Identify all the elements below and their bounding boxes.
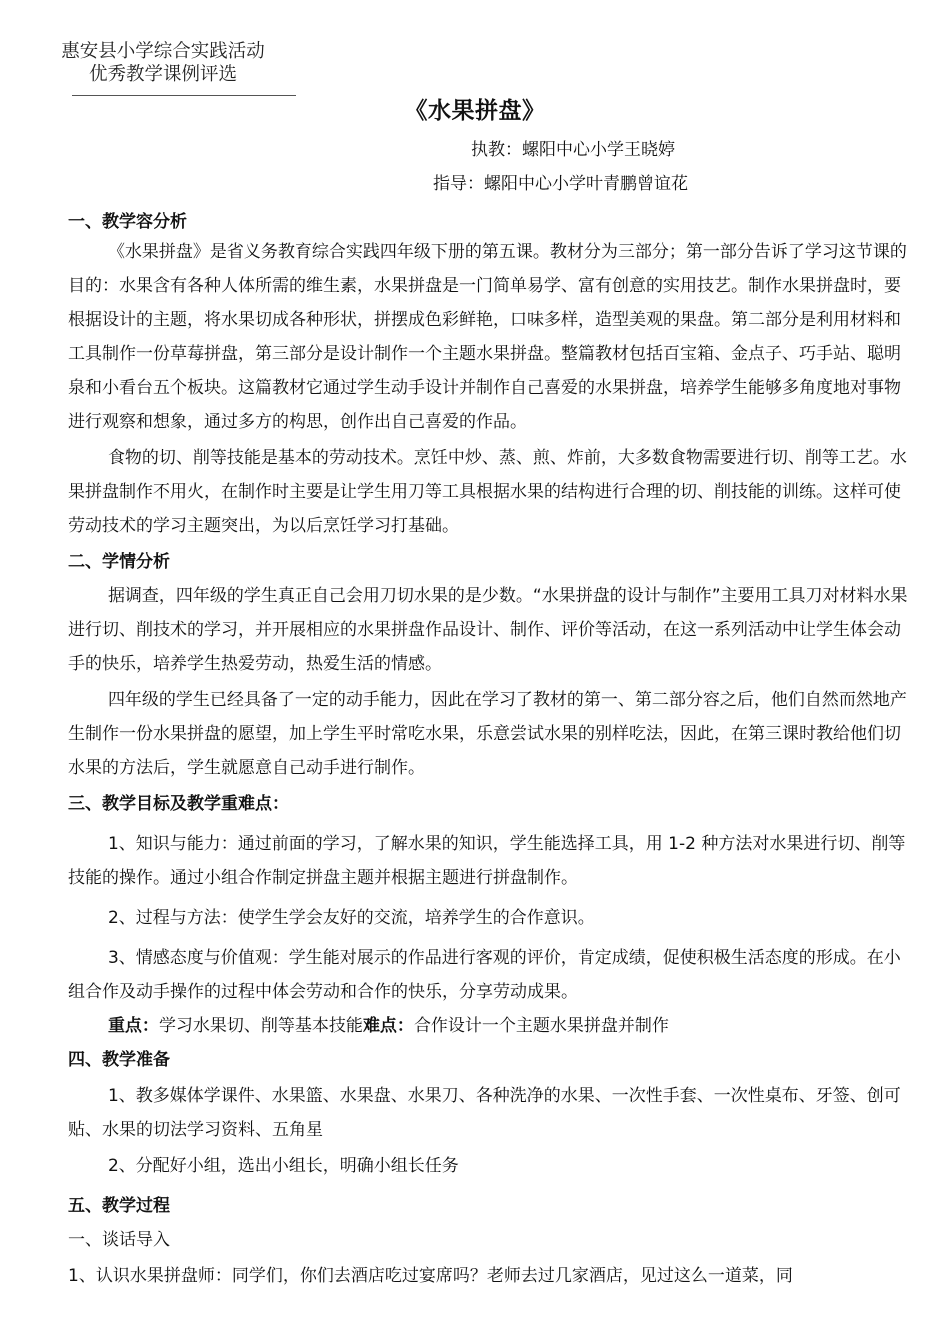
key-difficult-points bbox=[68, 1009, 914, 1043]
paragraph: 四年级的学生已经具备了一定的动手能力，因此在学习了教材的第一、第二部分容之后，他们自然而然地产生制作一份水果拼盘的愿望，加上学生平时常吃水果，乐意尝试水果的别样吃法，因此，在第三课时教给他们切水果的方法后，学生就愿意自己动手进行制作。 bbox=[68, 690, 907, 778]
document-body bbox=[68, 205, 914, 1293]
byline-guide: 指导：螺阳中心小学叶青鹏曾谊花 bbox=[433, 174, 688, 194]
section-heading-student-analysis: 二、学情分析 bbox=[68, 552, 170, 572]
header-note bbox=[48, 40, 278, 86]
section-heading-process: 五、教学过程 bbox=[68, 1196, 170, 1216]
preparation-item: 2、分配好小组，选出小组长，明确小组长任务 bbox=[107, 1156, 459, 1176]
section-heading-preparation: 四、教学准备 bbox=[68, 1050, 170, 1070]
section-heading-content-analysis: 一、教学容分析 bbox=[68, 212, 187, 232]
header-note-line2: 优秀教学课例评选 bbox=[88, 64, 237, 85]
paragraph: 1、认识水果拼盘师：同学们，你们去酒店吃过宴席吗？老师去过几家酒店，见过这么一道菜，同 bbox=[68, 1266, 793, 1286]
objective-item: 2、过程与方法：使学生学会友好的交流，培养学生的合作意识。 bbox=[107, 908, 595, 928]
header-note-line1: 惠安县小学综合实践活动 bbox=[61, 41, 265, 62]
paragraph: 食物的切、削等技能是基本的劳动技术。烹饪中炒、蒸、煎、炸前，大多数食物需要进行切、削等工艺。水果拼盘制作不用火，在制作时主要是让学生用刀等工具根据水果的结构进行合理的切、削技能的训练。这样可使劳动技术的学习主题突出，为以后烹饪学习打基础。 bbox=[68, 448, 907, 536]
difficult-point-text: 合作设计一个主题水果拼盘并制作 bbox=[413, 1016, 669, 1036]
preparation-item: 1、教多媒体学课件、水果篮、水果盘、水果刀、各种洗净的水果、一次性手套、一次性桌布、牙签、创可贴、水果的切法学习资料、五角星 bbox=[68, 1086, 901, 1140]
key-point-text: 学习水果切、削等基本技能 bbox=[158, 1016, 363, 1036]
objective-item: 3、情感态度与价值观：学生能对展示的作品进行客观的评价，肯定成绩，促使积极生活态度的形成。在小组合作及动手操作的过程中体会劳动和合作的快乐，分享劳动成果。 bbox=[68, 948, 901, 1002]
key-point-label: 重点： bbox=[107, 1016, 159, 1036]
difficult-point-label: 难点： bbox=[362, 1016, 414, 1036]
byline-teacher: 执教：螺阳中心小学王晓婷 bbox=[471, 140, 675, 160]
paragraph: 《水果拼盘》是省义务教育综合实践四年级下册的第五课。教材分为三部分；第一部分告诉了学习这节课的目的：水果含有各种人体所需的维生素，水果拼盘是一门简单易学、富有创意的实用技艺。制作水果拼盘时，要根据设计的主题，将水果切成各种形状，拼摆成色彩鲜艳，口味多样，造型美观的果盘。第二部分是利用材料和工具制作一份草莓拼盘，第三部分是设计制作一个主题水果拼盘。整篇教材包括百宝箱、金点子、巧手站、聪明泉和小看台五个板块。这篇教材它通过学生动手设计并制作自己喜爱的水果拼盘，培养学生能够多角度地对事物进行观察和想象，通过多方的构思，创作出自己喜爱的作品。 bbox=[68, 242, 907, 432]
document-title: 《水果拼盘》 bbox=[404, 98, 546, 124]
subsection-heading: 一、谈话导入 bbox=[68, 1230, 170, 1250]
objective-item: 1、知识与能力：通过前面的学习，了解水果的知识，学生能选择工具，用 1-2 种方法对水果进行切、削等技能的操作。通过小组合作制定拼盘主题并根据主题进行拼盘制作。 bbox=[68, 834, 906, 888]
paragraph: 据调查，四年级的学生真正自己会用刀切水果的是少数。“水果拼盘的设计与制作”主要用工具刀对材料水果进行切、削技术的学习，并开展相应的水果拼盘作品设计、制作、评价等活动，在这一系列活动中让学生体会动手的快乐，培养学生热爱劳动，热爱生活的情感。 bbox=[68, 586, 908, 674]
section-heading-objectives: 三、教学目标及教学重难点： bbox=[68, 794, 289, 814]
